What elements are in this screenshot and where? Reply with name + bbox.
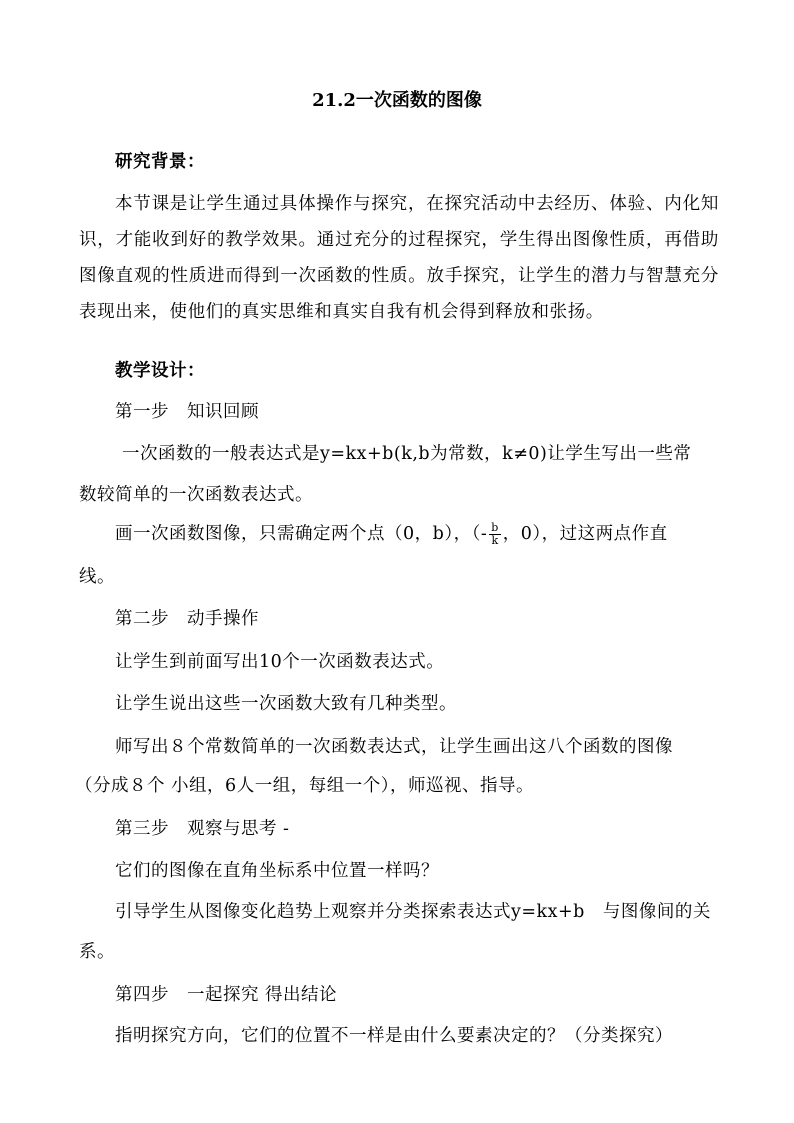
step2-line3: 师写出８个常数简单的一次函数表达式，让学生画出这八个函数的图像 xyxy=(115,737,673,757)
design-heading: 教学设计： xyxy=(115,361,205,381)
step1-points-line xyxy=(115,520,668,547)
step4-title: 第四步 一起探究 得出结论 xyxy=(115,985,338,1005)
step3-line1: 它们的图像在直角坐标系中位置一样吗？ xyxy=(115,861,439,881)
document-title: 21.2一次函数的图像 xyxy=(312,90,482,111)
step2-line2: 让学生说出这些一次函数大致有几种类型。 xyxy=(115,694,457,714)
fraction-denominator: k xyxy=(491,534,499,547)
step2-line4: （分成８个 小组，6人一组，每组一个），师巡视、指导。 xyxy=(75,776,534,796)
step4-line1: 指明探究方向，它们的位置不一样是由什么要素决定的？（分类探究） xyxy=(115,1026,673,1046)
step1-paragraph-line2: 数较简单的一次函数表达式。 xyxy=(79,485,313,505)
step3-line3: 系。 xyxy=(79,942,115,962)
step1-paragraph-line1: 一次函数的一般表达式是y=kx+b(k,b为常数，k≠0)让学生写出一些常 xyxy=(122,444,692,464)
step1-points-line2: 线。 xyxy=(79,567,115,587)
fraction-b-over-k xyxy=(489,522,501,547)
step1-points-pre: 画一次函数图像，只需确定两个点（0，b），（- xyxy=(115,524,488,544)
background-paragraph: 本节课是让学生通过具体操作与探究，在探究活动中去经历、体验、内化知识，才能收到好的教学效果。通过充分的过程探究，学生得出图像性质，再借助图像直观的性质进而得到一次函数的性质。放手探究，让学生的潜力与智慧充分表现出来，使他们的真实思维和真实自我有机会得到释放和张扬。 xyxy=(79,194,719,322)
step2-title: 第二步 动手操作 xyxy=(115,609,259,629)
background-heading: 研究背景： xyxy=(115,152,205,172)
fraction-numerator: b xyxy=(491,521,499,534)
step1-title: 第一步 知识回顾 xyxy=(115,402,259,422)
step3-line2: 引导学生从图像变化趋势上观察并分类探索表达式y=kx+b 与图像间的关 xyxy=(115,902,711,922)
step1-points-post: ，0），过这两点作直 xyxy=(502,524,668,544)
step3-title: 第三步 观察与思考 - xyxy=(115,819,290,839)
step2-line1: 让学生到前面写出10个一次函数表达式。 xyxy=(115,652,445,672)
